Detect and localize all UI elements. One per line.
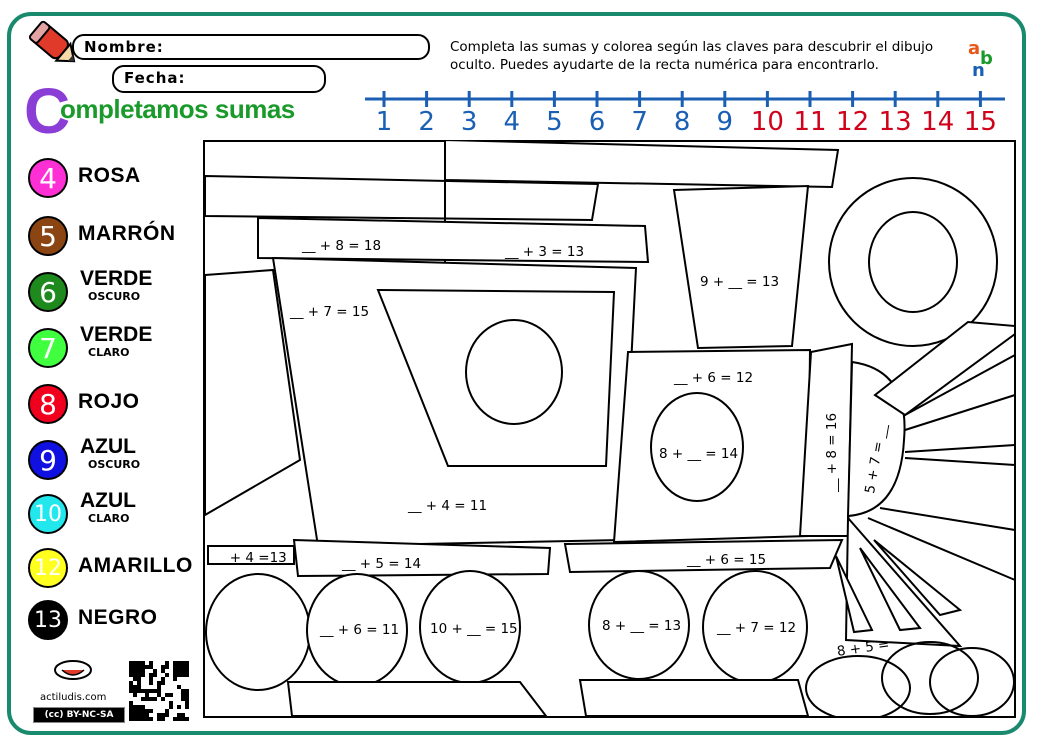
- region: [930, 648, 1014, 716]
- number-line-label: 13: [878, 107, 912, 136]
- color-key-sublabel: OSCURO: [88, 458, 141, 471]
- sum-exercise: __ + 6 = 11: [320, 622, 400, 638]
- color-key-label: AMARILLO: [78, 554, 193, 577]
- color-key-number: 10: [28, 494, 68, 534]
- color-key-label: VERDE: [80, 323, 153, 346]
- color-key-label: AZUL: [80, 489, 136, 512]
- number-line-label: 4: [503, 107, 521, 136]
- color-key-number: 9: [28, 440, 68, 480]
- qr-code-icon: [128, 660, 190, 722]
- number-line-label: 9: [716, 107, 734, 136]
- sum-exercise: __ + 6 = 12: [674, 370, 754, 386]
- sum-exercise: __ + 7 = 15: [290, 304, 370, 320]
- color-key-sublabel: CLARO: [88, 512, 130, 525]
- color-key-number: 12: [28, 548, 68, 588]
- name-field[interactable]: [72, 34, 430, 60]
- region: [445, 140, 838, 187]
- sum-exercise: __ + 5 = 14: [342, 556, 422, 572]
- color-key-number: 7: [28, 328, 68, 368]
- abn-logo-icon: [966, 36, 1010, 82]
- number-line-label: 15: [963, 107, 997, 136]
- number-line-label: 1: [375, 107, 393, 136]
- sum-exercise: 8 + __ = 14: [659, 446, 739, 462]
- region: [869, 212, 957, 312]
- sum-exercise: __ + 3 = 13: [505, 244, 585, 260]
- site-label: actiludis.com: [40, 692, 107, 703]
- number-line-label: 5: [546, 107, 563, 136]
- region: [288, 682, 546, 716]
- sum-exercise: __ + 6 = 15: [687, 552, 767, 568]
- color-key-number: 13: [28, 600, 68, 640]
- color-key-label: NEGRO: [78, 606, 158, 629]
- sum-exercise: 9 + __ = 13: [700, 274, 780, 290]
- license-text: BY-NC-SA: [66, 710, 114, 720]
- instructions-text: Completa las sumas y colorea según las claves para descubrir el dibujo oculto. Puedes ayudarte de la recta numérica para encontrarlo.: [450, 39, 934, 73]
- mascot-icon: [48, 658, 98, 688]
- number-line: [360, 86, 1010, 136]
- color-key-label: MARRÓN: [78, 222, 176, 245]
- sum-exercise: 10 + __ = 15: [430, 621, 518, 637]
- region: [205, 176, 598, 220]
- sum-exercise: 8 + 5 =: [836, 636, 891, 660]
- sum-exercise: __ + 4 =13: [212, 550, 287, 566]
- sum-exercise: __ + 8 = 16: [824, 412, 840, 492]
- region: [674, 186, 808, 348]
- sum-exercise: __ + 7 = 12: [717, 620, 797, 636]
- sum-exercise: __ + 8 = 18: [302, 238, 382, 254]
- number-line-label: 8: [673, 107, 691, 136]
- svg-text:n: n: [972, 60, 985, 81]
- color-key-sublabel: CLARO: [88, 346, 130, 359]
- svg-text:b: b: [980, 48, 993, 69]
- color-key-number: 5: [28, 216, 68, 256]
- color-key-sublabel: OSCURO: [88, 290, 141, 303]
- region: [466, 320, 562, 424]
- sum-exercise: 5 + 7 = __: [862, 422, 890, 495]
- number-line-label: 2: [418, 107, 435, 136]
- date-label: Fecha:: [124, 69, 186, 87]
- color-key-label: ROJO: [78, 390, 140, 413]
- number-line-label: 6: [588, 107, 606, 136]
- color-key-number: 4: [28, 158, 68, 198]
- color-key-label: VERDE: [80, 267, 153, 290]
- color-key-number: 6: [28, 272, 68, 312]
- title-rest: ompletamos sumas: [60, 94, 295, 124]
- number-line-label: 14: [921, 107, 955, 136]
- region: [206, 574, 310, 690]
- number-line-label: 11: [793, 107, 827, 136]
- page-title: [24, 76, 344, 146]
- number-line-label: 10: [750, 107, 784, 136]
- color-key-label: AZUL: [80, 435, 136, 458]
- svg-text:a: a: [968, 38, 981, 59]
- title-initial: C: [24, 75, 71, 147]
- region: [580, 680, 808, 716]
- number-line-label: 7: [631, 107, 648, 136]
- sum-exercise: __ + 4 = 11: [408, 498, 488, 514]
- sum-exercise: 8 + __ = 13: [602, 618, 682, 634]
- color-key-label: ROSA: [78, 164, 141, 187]
- hidden-drawing[interactable]: [203, 140, 1016, 718]
- number-line-label: 3: [460, 107, 478, 136]
- region: [806, 656, 910, 718]
- name-label: Nombre:: [84, 38, 164, 56]
- license-badge: (cc) BY-NC-SA: [33, 707, 125, 723]
- number-line-label: 12: [836, 107, 870, 136]
- region: [294, 540, 550, 576]
- color-key-number: 8: [28, 384, 68, 424]
